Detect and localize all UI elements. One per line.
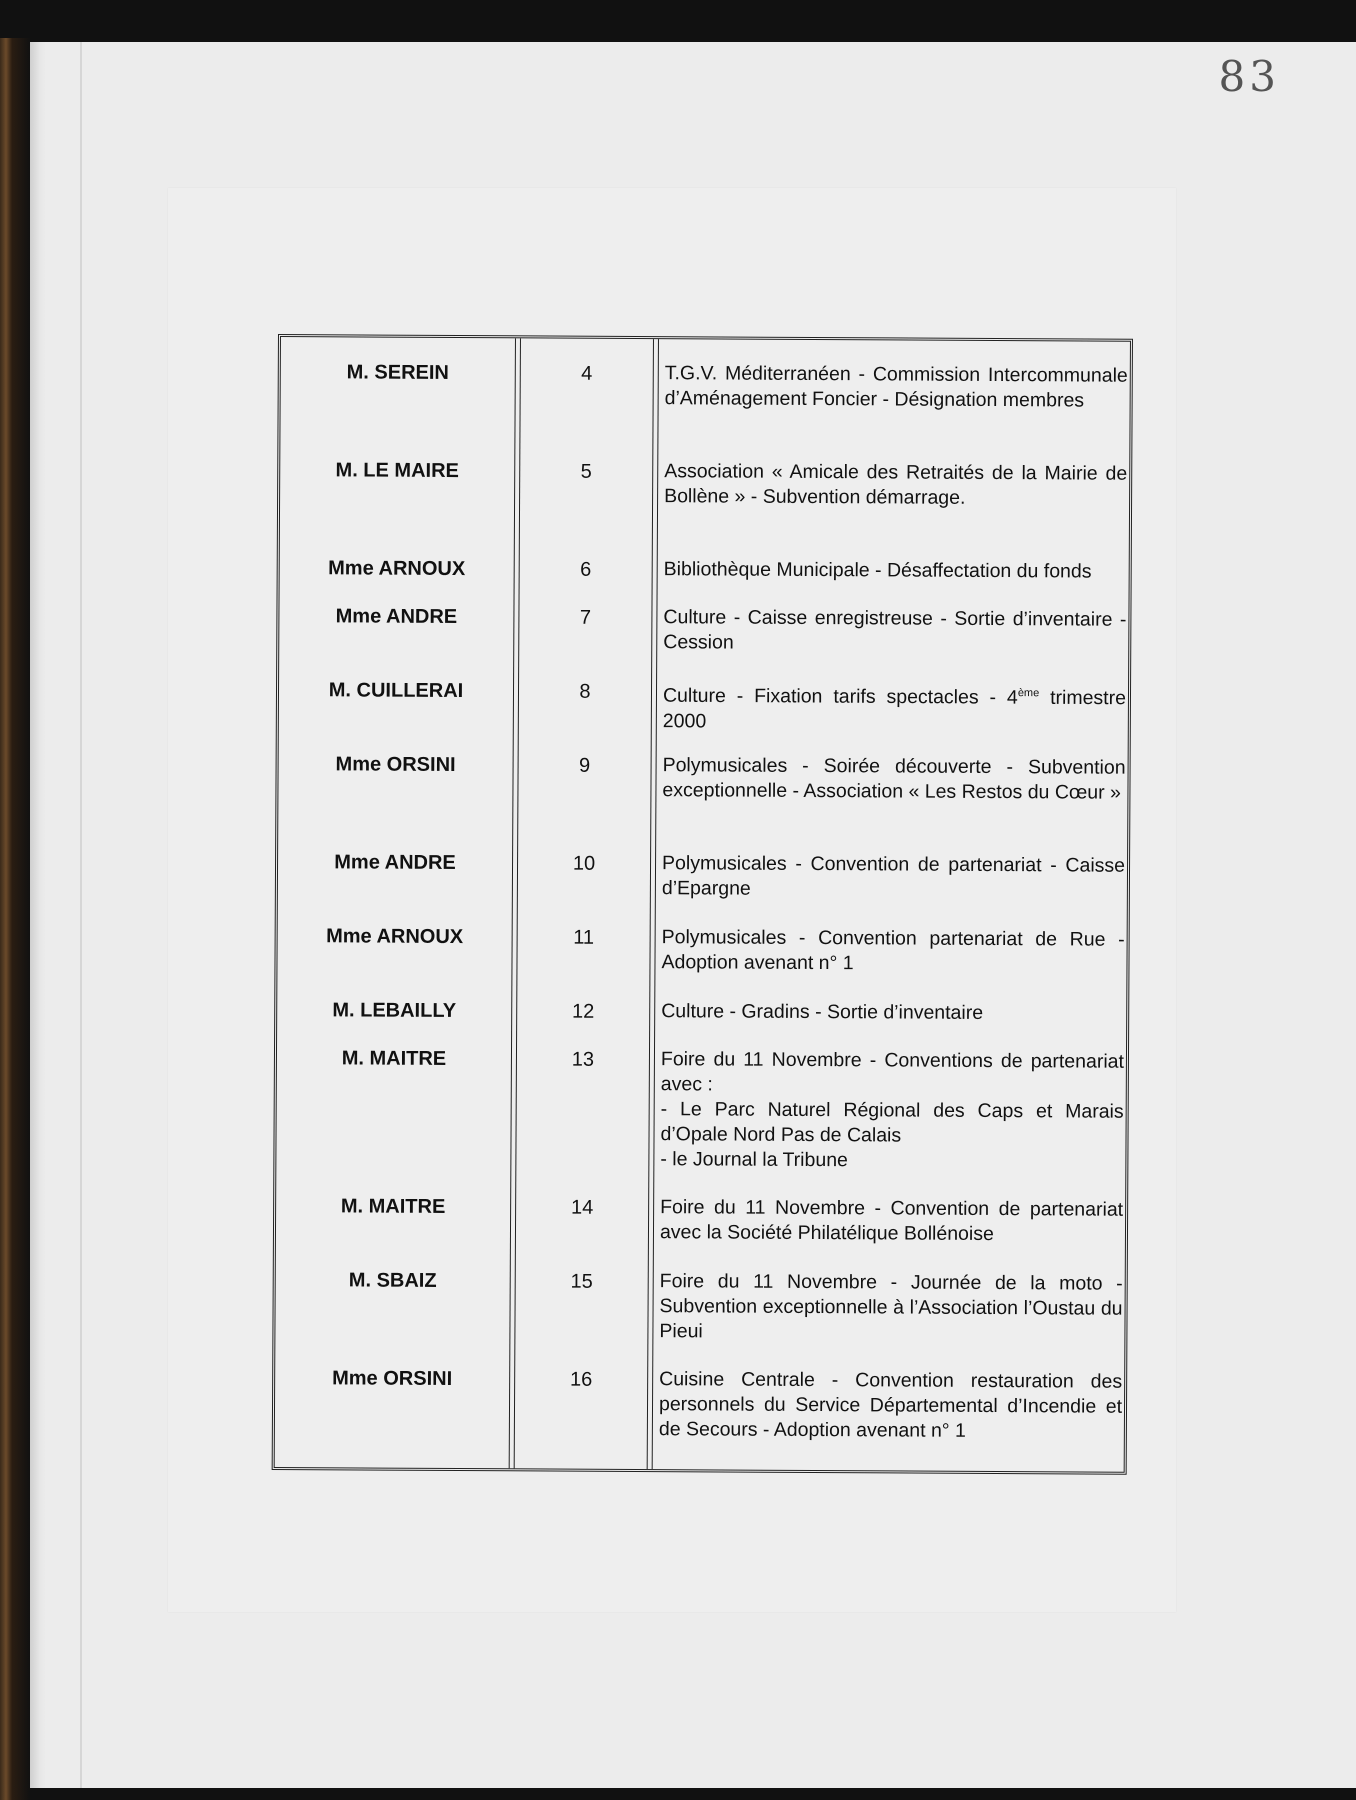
rapporteur-name: M. SBAIZ (348, 1269, 437, 1292)
item-subject: Polymusicales - Convention partenariat de Rue - Adoption avenant n° 1 (661, 926, 1125, 975)
item-subject: Association « Amicale des Retraités de la Mairie de Bollène » - Subvention démarrage. (664, 460, 1128, 509)
column-divider (647, 339, 659, 1469)
item-subject: Cuisine Centrale - Convention restauration des personnels du Service Départemental d’Incendie et de Secours - Adoption avenant n° 1 (658, 1368, 1123, 1442)
table-row (280, 457, 1129, 509)
rapporteur-name: M. MAITRE (340, 1195, 446, 1218)
item-subject: T.G.V. Méditerranéen - Commission Intercommunale d’Aménagement Foncier - Désignation membres (664, 362, 1128, 412)
rapporteur-name: Mme ARNOUX (328, 557, 466, 581)
rapporteur-name: Mme ARNOUX (326, 925, 464, 949)
book-spine (0, 38, 30, 1800)
item-subject-superscript: ème (1017, 687, 1040, 700)
table-row (281, 359, 1130, 412)
item-number: 5 (580, 460, 592, 483)
item-subject: Bibliothèque Municipale - Désaffectation du fonds (663, 558, 1092, 583)
table-row (279, 603, 1128, 654)
rapporteur-name: M. MAITRE (341, 1047, 447, 1070)
page-number: 83 (1218, 52, 1280, 101)
item-number: 9 (578, 754, 591, 777)
table-row (280, 555, 1129, 583)
table-row (276, 1267, 1125, 1343)
rapporteur-name: M. CUILLERAI (328, 679, 464, 703)
table-row (279, 751, 1128, 804)
table-row (275, 1365, 1124, 1442)
item-subject: Culture - Caisse enregistreuse - Sortie d’inventaire - Cession (663, 606, 1127, 654)
item-subject: Foire du 11 Novembre - Journée de la moto - Subvention exceptionnelle à l’Association l’Oustau du Pieui (659, 1270, 1123, 1343)
rapporteur-name: Mme ORSINI (335, 753, 456, 776)
item-number: 10 (572, 852, 596, 875)
rapporteur-name: M. LE MAIRE (335, 459, 459, 483)
table-row (276, 1193, 1125, 1246)
rapporteur-name: M. SEREIN (346, 361, 449, 384)
rapporteur-name: Mme ANDRE (334, 851, 456, 875)
deliberations-table (272, 334, 1133, 1475)
item-subject (663, 679, 1126, 736)
item-number: 6 (580, 558, 592, 581)
page-fold-line (80, 42, 82, 1788)
item-number: 7 (579, 606, 592, 629)
page-gutter-shadow (30, 42, 46, 1788)
item-number: 4 (581, 362, 593, 385)
item-subject-text: trimestre 2000 (662, 686, 1127, 732)
item-number: 11 (573, 926, 595, 949)
rapporteur-name: Mme ANDRE (335, 605, 458, 629)
table-row (279, 677, 1128, 732)
item-subject: Foire du 11 Novembre - Convention de partenariat avec la Société Philatélique Bollénoise (659, 1196, 1124, 1246)
item-number: 14 (570, 1196, 594, 1219)
column-divider (509, 338, 521, 1468)
rapporteur-name: M. LEBAILLY (332, 999, 457, 1023)
item-subject: Polymusicales - Convention de partenariat - Caisse d’Epargne (661, 852, 1126, 900)
item-subject-text: Culture - Fixation tarifs spectacles - 4 (662, 684, 1018, 709)
table-row (278, 849, 1127, 900)
item-number: 13 (571, 1048, 595, 1071)
rapporteur-name: Mme ORSINI (332, 1367, 453, 1390)
table-row (278, 923, 1127, 975)
item-subject: Culture - Gradins - Sortie d’inventaire (661, 1000, 984, 1024)
item-subject: Polymusicales - Soirée découverte - Subvention exceptionnelle - Association « Les Restos du Cœur » (662, 754, 1126, 804)
item-number: 16 (569, 1368, 593, 1391)
table-row (277, 1045, 1126, 1172)
item-subject: Foire du 11 Novembre - Conventions de partenariat avec : - Le Parc Naturel Régional des Caps et Marais d’Opale Nord Pas de Calais - le Journal la Tribune (660, 1048, 1125, 1172)
item-number: 12 (572, 1000, 595, 1023)
item-number: 8 (579, 680, 591, 703)
item-number: 15 (570, 1270, 593, 1293)
table-row (277, 997, 1126, 1024)
